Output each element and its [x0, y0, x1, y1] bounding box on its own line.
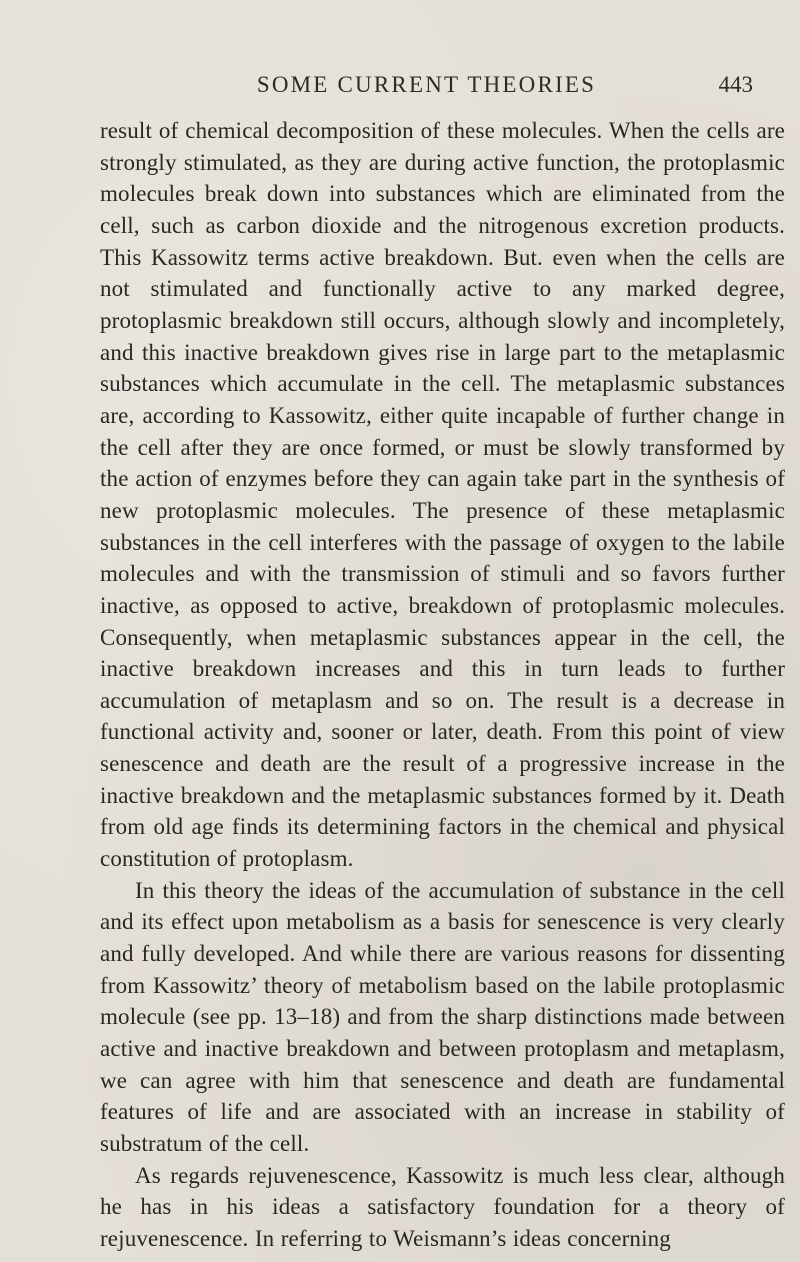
paragraph-2: In this theory the ideas of the accumulation of substance in the cell and its effect upon metabolism as a basis for senescence is very clearly and fully developed. And while there are various reasons for dissenting from Kassowitz’ theory of metabolism based on the labile protoplasmic molecule (see pp. 13–18) and from the sharp distinctions made between active and inactive breakdown and between protoplasm and metaplasm, we can agree with him that senescence and death are fundamental features of life and are associated with an increase in stability of substratum of the cell. — [100, 877, 785, 1156]
running-title: SOME CURRENT THEORIES — [256, 72, 597, 97]
paragraph-1: result of chemical decomposition of these molecules. When the cells are strongly stimulated, as they are during active function, the protoplasmic molecules break down into substances which are eliminated from the cell, such as carbon dioxide and the nitrogenous excretion products. This Kassowitz terms active breakdown. But. even when the cells are not stimulated and functionally active to any marked degree, protoplasmic breakdown still occurs, although slowly and incompletely, and this inactive breakdown gives rise in large part to the metaplasmic substances which accumulate in the cell. The metaplasmic substances are, according to Kassowitz, either quite incapable of further change in the cell after they are once formed, or must be slowly transformed by the action of enzymes before they can again take part in the synthesis of new protoplasmic molecules. The presence of these metaplasmic substances in the cell interferes with the passage of oxygen to the labile molecules and with the transmission of stimuli and so favors further inactive, as opposed to active, breakdown of protoplasmic molecules. Consequently, when metaplasmic substances appear in the cell, the inactive breakdown increases and this in turn leads to further accumulation of metaplasm and so on. The result is a decrease in functional activity and, sooner or later, death. From this point of view senescence and death are the result of a progressive increase in the inactive breakdown and the metaplasmic substances formed by it. Death from old age finds its determining factors in the chemical and physical constitution of protoplasm. — [100, 118, 785, 872]
body-text — [100, 115, 785, 1255]
running-head — [100, 72, 753, 108]
paragraph-3: As regards rejuvenescence, Kassowitz is much less clear, although he has in his ideas a satisfactory foundation for a theory of rejuvenescence. In referring to Weismann’s ideas concerning — [100, 1162, 785, 1251]
page-number: 443 — [718, 72, 753, 97]
